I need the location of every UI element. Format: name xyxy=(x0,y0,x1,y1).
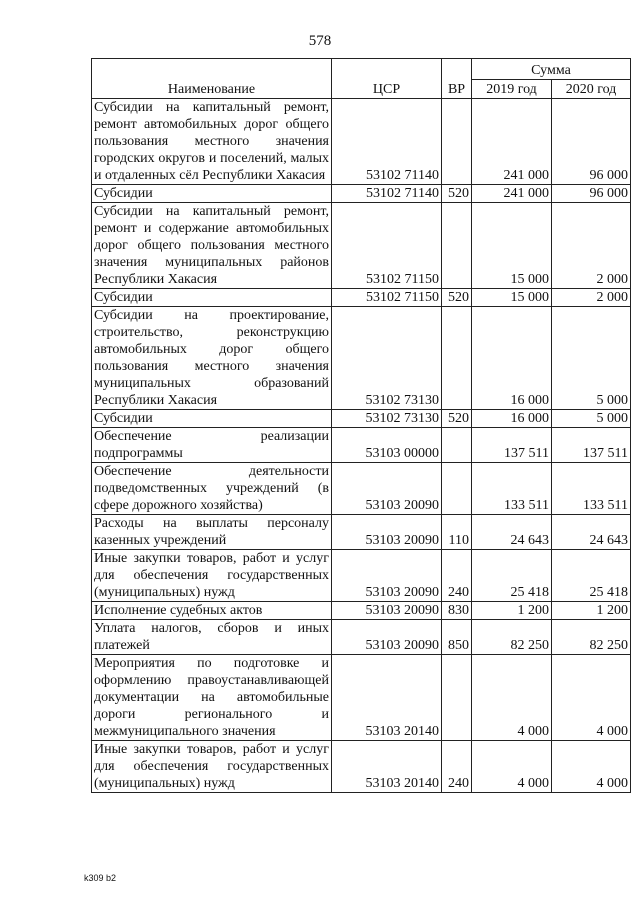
row-csr-cell: 53103 20090 xyxy=(332,602,442,620)
row-2019-cell: 137 511 xyxy=(472,428,552,463)
row-name-cell: Субсидии на проектирование, строительство, реконструкцию автомобильных дорог общего пользования местного значения муниципальных образований Республики Хакасия xyxy=(92,307,332,410)
row-csr-cell: 53102 73130 xyxy=(332,307,442,410)
row-csr-cell: 53103 20090 xyxy=(332,550,442,602)
row-csr-cell: 53102 71140 xyxy=(332,185,442,203)
row-name-cell: Расходы на выплаты персоналу казенных учреждений xyxy=(92,515,332,550)
row-2020-cell: 4 000 xyxy=(552,655,631,741)
header-name: Наименование xyxy=(92,59,332,99)
row-csr-cell: 53103 20140 xyxy=(332,741,442,793)
row-2019-cell: 241 000 xyxy=(472,185,552,203)
row-vr-cell: 520 xyxy=(442,185,472,203)
row-2020-cell: 25 418 xyxy=(552,550,631,602)
table-row xyxy=(92,620,631,655)
row-vr-cell: 850 xyxy=(442,620,472,655)
row-name-cell: Обеспечение деятельности подведомственных учреждений (в сфере дорожного хозяйства) xyxy=(92,463,332,515)
budget-table xyxy=(91,58,631,793)
table-body xyxy=(92,99,631,793)
row-csr-cell: 53102 71150 xyxy=(332,203,442,289)
header-year-2019: 2019 год xyxy=(472,80,552,99)
row-csr-cell: 53103 20140 xyxy=(332,655,442,741)
row-vr-cell xyxy=(442,99,472,185)
table-row xyxy=(92,307,631,410)
row-2020-cell: 2 000 xyxy=(552,203,631,289)
row-csr-cell: 53102 73130 xyxy=(332,410,442,428)
row-vr-cell: 830 xyxy=(442,602,472,620)
table-row xyxy=(92,99,631,185)
row-2020-cell: 96 000 xyxy=(552,99,631,185)
row-2020-cell: 5 000 xyxy=(552,307,631,410)
row-name-cell: Уплата налогов, сборов и иных платежей xyxy=(92,620,332,655)
table-row xyxy=(92,410,631,428)
row-2019-cell: 15 000 xyxy=(472,289,552,307)
row-2019-cell: 25 418 xyxy=(472,550,552,602)
row-vr-cell: 520 xyxy=(442,289,472,307)
table-row xyxy=(92,515,631,550)
row-2019-cell: 1 200 xyxy=(472,602,552,620)
table-row xyxy=(92,741,631,793)
row-vr-cell xyxy=(442,428,472,463)
table-row xyxy=(92,203,631,289)
row-2019-cell: 133 511 xyxy=(472,463,552,515)
row-name-cell: Обеспечение реализации подпрограммы xyxy=(92,428,332,463)
table-row xyxy=(92,428,631,463)
row-name-cell: Субсидии на капитальный ремонт, ремонт автомобильных дорог общего пользования местного значения городских округов и поселений, малых и отдаленных сёл Республики Хакасия xyxy=(92,99,332,185)
row-vr-cell xyxy=(442,655,472,741)
row-csr-cell: 53103 20090 xyxy=(332,620,442,655)
row-2020-cell: 24 643 xyxy=(552,515,631,550)
header-vr: ВР xyxy=(442,59,472,99)
row-csr-cell: 53102 71140 xyxy=(332,99,442,185)
row-2019-cell: 24 643 xyxy=(472,515,552,550)
row-vr-cell xyxy=(442,203,472,289)
table-row xyxy=(92,655,631,741)
row-2019-cell: 16 000 xyxy=(472,410,552,428)
row-2019-cell: 4 000 xyxy=(472,655,552,741)
row-2020-cell: 4 000 xyxy=(552,741,631,793)
row-name-cell: Иные закупки товаров, работ и услуг для обеспечения государственных (муниципальных) нужд xyxy=(92,741,332,793)
row-2020-cell: 96 000 xyxy=(552,185,631,203)
table-row xyxy=(92,185,631,203)
row-2019-cell: 15 000 xyxy=(472,203,552,289)
footer-code: k309 b2 xyxy=(84,873,117,883)
row-vr-cell: 520 xyxy=(442,410,472,428)
row-name-cell: Иные закупки товаров, работ и услуг для обеспечения государственных (муниципальных) нужд xyxy=(92,550,332,602)
row-2020-cell: 2 000 xyxy=(552,289,631,307)
row-vr-cell: 240 xyxy=(442,741,472,793)
header-csr: ЦСР xyxy=(332,59,442,99)
row-csr-cell: 53102 71150 xyxy=(332,289,442,307)
row-vr-cell: 240 xyxy=(442,550,472,602)
table-row xyxy=(92,602,631,620)
row-2019-cell: 82 250 xyxy=(472,620,552,655)
page-number: 578 xyxy=(308,33,332,49)
row-name-cell: Субсидии xyxy=(92,410,332,428)
row-2020-cell: 1 200 xyxy=(552,602,631,620)
row-2019-cell: 4 000 xyxy=(472,741,552,793)
header-year-2020: 2020 год xyxy=(552,80,631,99)
row-2019-cell: 241 000 xyxy=(472,99,552,185)
row-name-cell: Субсидии xyxy=(92,289,332,307)
row-csr-cell: 53103 00000 xyxy=(332,428,442,463)
row-name-cell: Субсидии xyxy=(92,185,332,203)
row-vr-cell xyxy=(442,463,472,515)
row-name-cell: Субсидии на капитальный ремонт, ремонт и содержание автомобильных дорог общего пользования местного значения муниципальных районов Республики Хакасия xyxy=(92,203,332,289)
row-csr-cell: 53103 20090 xyxy=(332,515,442,550)
row-2020-cell: 137 511 xyxy=(552,428,631,463)
row-2020-cell: 5 000 xyxy=(552,410,631,428)
row-vr-cell: 110 xyxy=(442,515,472,550)
row-name-cell: Исполнение судебных актов xyxy=(92,602,332,620)
table-row xyxy=(92,289,631,307)
row-2020-cell: 82 250 xyxy=(552,620,631,655)
row-vr-cell xyxy=(442,307,472,410)
row-name-cell: Мероприятия по подготовке и оформлению правоустанавливающей документации на автомобильные дороги регионального и межмуниципального значения xyxy=(92,655,332,741)
row-csr-cell: 53103 20090 xyxy=(332,463,442,515)
table-row xyxy=(92,463,631,515)
row-2020-cell: 133 511 xyxy=(552,463,631,515)
row-2019-cell: 16 000 xyxy=(472,307,552,410)
table-row xyxy=(92,550,631,602)
header-sum: Сумма xyxy=(472,59,631,80)
